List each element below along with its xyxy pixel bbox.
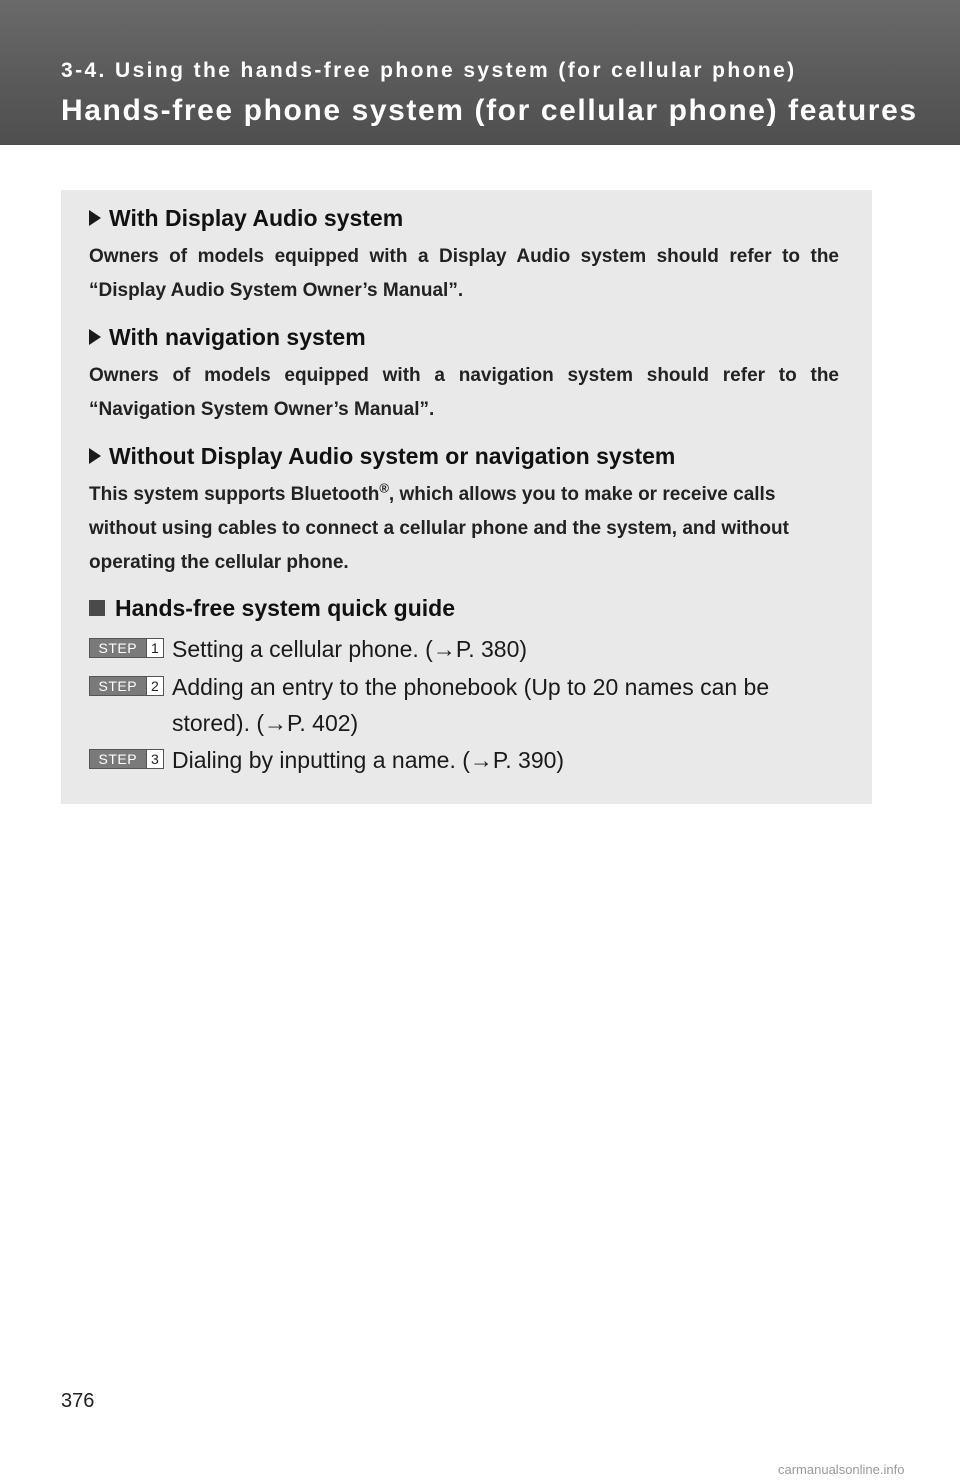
heading-navigation: With navigation system: [89, 324, 366, 351]
page-number: 376: [61, 1390, 95, 1412]
step-badge-icon: STEP 1: [89, 638, 164, 658]
triangle-bullet-icon: [89, 210, 101, 226]
step-badge-icon: STEP 3: [89, 749, 164, 769]
step-text: Setting a cellular phone. (→P. 380): [172, 636, 528, 662]
section-label: 3-4. Using the hands-free phone system (for cellular phone): [61, 59, 797, 82]
heading-quick-guide: Hands-free system quick guide: [89, 595, 455, 622]
paragraph-navigation: Owners of models equipped with a navigation system should refer to the “Navigation System Owner’s Manual”.: [89, 365, 839, 420]
square-bullet-icon: [89, 600, 105, 616]
heading-display-audio: With Display Audio system: [89, 205, 403, 232]
chapter-header: [0, 0, 960, 145]
triangle-bullet-icon: [89, 448, 101, 464]
step-badge-icon: STEP 2: [89, 676, 164, 696]
step-item: [89, 742, 849, 778]
heading-without-systems: Without Display Audio system or navigation system: [89, 443, 675, 470]
registered-mark: ®: [379, 480, 389, 496]
watermark: carmanualsonline.info: [778, 1462, 905, 1477]
step-item: [89, 631, 849, 667]
triangle-bullet-icon: [89, 329, 101, 345]
step-item: [89, 669, 849, 741]
content-box: [61, 190, 872, 804]
paragraph-display-audio: Owners of models equipped with a Display Audio system should refer to the “Display Audio System Owner’s Manual”.: [89, 246, 839, 301]
paragraph-bluetooth: This system supports Bluetooth®, which allows you to make or receive calls without using cables to connect a cellular phone and the system, and without operating the cellular phone.: [89, 480, 789, 573]
step-text: Dialing by inputting a name. (→P. 390): [172, 747, 565, 773]
page-title: Hands-free phone system (for cellular phone) features: [61, 94, 918, 127]
step-text: Adding an entry to the phonebook (Up to 20 names can be stored). (→P. 402): [172, 674, 770, 736]
